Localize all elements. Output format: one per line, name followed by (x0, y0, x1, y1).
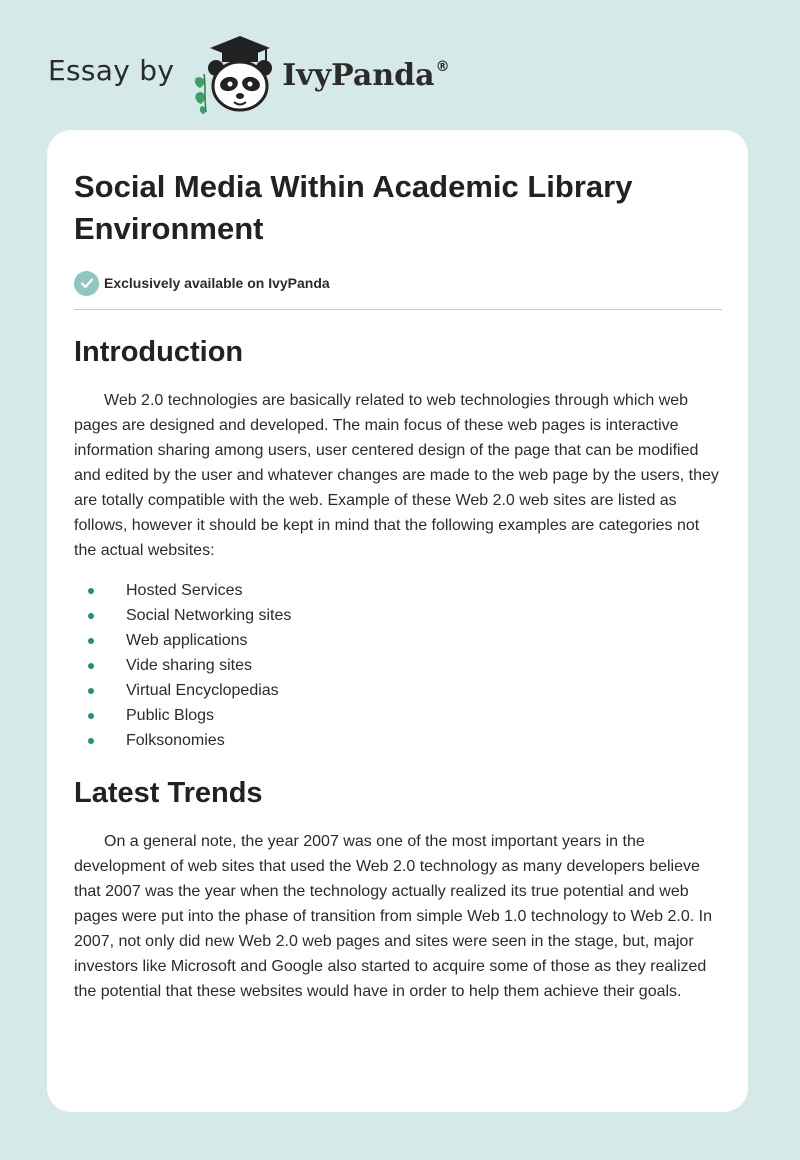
divider (74, 309, 722, 310)
exclusive-label: Exclusively available on IvyPanda (104, 275, 330, 291)
list-item: Social Networking sites (74, 603, 722, 628)
bullet-icon (88, 613, 94, 619)
bullet-icon (88, 688, 94, 694)
essay-by-label: Essay by (48, 53, 175, 87)
bullet-icon (88, 638, 94, 644)
essay-card (47, 130, 748, 1112)
list-item: Web applications (74, 628, 722, 653)
section-heading-latest-trends: Latest Trends (74, 777, 263, 809)
exclusive-badge (74, 269, 722, 297)
bullet-icon (88, 713, 94, 719)
registered-mark: ® (435, 58, 450, 75)
brand-name[interactable]: IvyPanda® (282, 57, 450, 93)
list-item: Virtual Encyclopedias (74, 678, 722, 703)
list-item: Folksonomies (74, 728, 722, 753)
check-icon (74, 271, 99, 296)
page-title: Social Media Within Academic Library Environment (74, 169, 633, 246)
brand-header (48, 34, 450, 114)
bullet-icon (88, 663, 94, 669)
panda-logo-icon[interactable] (188, 34, 280, 114)
list-item: Public Blogs (74, 703, 722, 728)
website-categories-list (74, 578, 722, 753)
section-heading-introduction: Introduction (74, 336, 244, 368)
list-item: Hosted Services (74, 578, 722, 603)
list-item: Vide sharing sites (74, 653, 722, 678)
bullet-icon (88, 738, 94, 744)
bullet-icon (88, 588, 94, 594)
introduction-paragraph: Web 2.0 technologies are basically related to web technologies through which web pages are designed and developed. The main focus of these web pages is interactive information sharing among users, user centered design of the page that can be modified and edited by the user and whatever changes are made to the web page by the users, they are totally compatible with the web. Example of these Web 2.0 web sites are listed as follows, however it should be kept in mind that the following examples are categories not the actual websites: (74, 392, 719, 559)
latest-trends-paragraph: On a general note, the year 2007 was one of the most important years in the development of web sites that used the Web 2.0 technology as many developers believe that 2007 was the year when the technology actually realized its true potential and web pages were put into the phase of transition from simple Web 1.0 technology to Web 2.0. In 2007, not only did new Web 2.0 web pages and sites were seen in the stage, but, major investors like Microsoft and Google also started to acquire some of those as they realized the potential that these websites would have in order to help them achieve their goals. (74, 833, 712, 1000)
